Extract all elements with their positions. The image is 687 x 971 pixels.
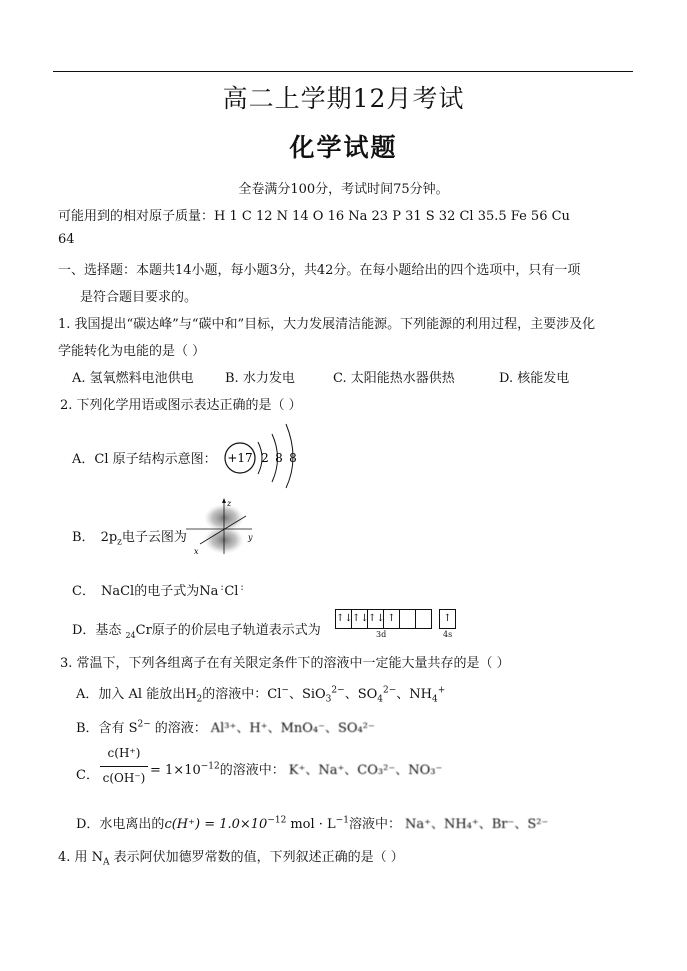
- q2-d-text: 原子的价层电子轨道表示式为: [151, 623, 321, 638]
- orbital-box-3d-4: ↑: [384, 609, 400, 629]
- label-3d: 3d: [376, 630, 387, 639]
- q3-d-expr: c(H⁺) = 1.0×10: [164, 817, 268, 832]
- q4-stem-sub: A: [103, 857, 110, 868]
- q3-b-s: S: [128, 721, 138, 736]
- q1-option-b: B. 水力发电: [225, 371, 295, 386]
- q2-b-text: 电子云图为: [121, 530, 187, 545]
- atomic-masses-line1: 可能用到的相对原子质量：H 1 C 12 N 14 O 16 Na 23 P 31 S 32 Cl 35.5 Fe 56 Cu: [58, 209, 570, 224]
- y-axis-label: y: [248, 533, 253, 542]
- label-4s: 4s: [443, 630, 453, 639]
- q3-d-prefix: D．水电离出的: [76, 817, 165, 832]
- q2-c-na: Na: [199, 584, 219, 599]
- q2-d-elem: Cr: [135, 623, 152, 638]
- q2-option-c: [72, 580, 244, 599]
- q2-option-b: [72, 526, 187, 548]
- q2-b-prefix: B．: [72, 530, 95, 545]
- q2-option-d: [72, 619, 321, 640]
- q3-option-b: [76, 717, 375, 736]
- q2-option-a: A．Cl 原子结构示意图：: [72, 452, 217, 467]
- q3-stem: 3. 常温下，下列各组离子在有关限定条件下的溶液中一定能大量共存的是（ ）: [60, 656, 510, 671]
- orbital-box-3d-6: [416, 609, 432, 629]
- q3-a-ion3-sup: +: [437, 685, 446, 696]
- q4-stem: [58, 846, 404, 868]
- q3-a-ion1: 、SiO: [288, 687, 326, 702]
- q3-option-a: A．加入 Al 能放出$H_2$的溶液中：Cl−、SiO$_3^{2-}$、$SO_4^{2-}$、$NH_4^+$: [76, 685, 446, 705]
- q2-c-prefix: C．: [72, 584, 95, 599]
- orbital-label: 2p: [100, 530, 118, 545]
- q3-a-mid: 的溶液中：Cl: [202, 687, 282, 702]
- exam-title: 高二上学期12月考试: [222, 84, 465, 113]
- q2-d-sub: 24: [125, 630, 136, 640]
- q2-d-prefix: D．基态: [72, 623, 122, 638]
- orbital-box-3d-1: ↑↓: [335, 609, 352, 629]
- q3-c-eq: = 1×10: [150, 763, 201, 778]
- q3-c-exp: −12: [200, 761, 220, 772]
- section1-heading-cont: 是符合题目要求的。: [80, 290, 198, 305]
- q3-a-ion1-sub: 3: [325, 694, 332, 705]
- q3-c-numerator: c(H⁺): [107, 746, 141, 760]
- orbital-box-3d-5: [400, 609, 416, 629]
- electron-cloud-diagram: [180, 496, 260, 560]
- q3-a-ion3: 、NH: [396, 687, 432, 702]
- q3-option-c-prefix: C．: [76, 768, 99, 783]
- q3-d-unit-sup: −1: [335, 815, 349, 826]
- q2-c-formula: NaCl: [100, 584, 135, 599]
- q3-d-ions: Na⁺、NH₄⁺、Br⁻、S²⁻: [404, 817, 549, 832]
- q1-stem: 1. 我国提出“碳达峰”与“碳中和”目标，大力发展清洁能源。下列能源的利用过程，主要涉及化: [58, 317, 596, 332]
- q3-a-ion1-sup: 2−: [331, 685, 345, 696]
- q3-a-prefix: A．加入 Al 能放出: [76, 687, 186, 702]
- atomic-masses-line2: 64: [58, 232, 75, 247]
- q3-c-fraction-bar: [100, 766, 148, 767]
- q3-c-mid: 的溶液中：: [219, 763, 285, 778]
- q3-d-unit: mol · L: [290, 817, 336, 832]
- cl-atom-structure-diagram: [220, 420, 310, 490]
- q3-a-ion2-sup: 2−: [383, 685, 397, 696]
- electron-dot-formula: [218, 582, 244, 599]
- shell-electrons-3: 8: [289, 451, 297, 465]
- x-axis-label: x: [194, 547, 199, 556]
- section1-heading: 一、选择题：本题共14小题，每小题3分，共42分。在每小题给出的四个选项中，只有一项: [58, 263, 581, 278]
- shell-electrons-1: 2: [261, 451, 269, 465]
- q1-stem-cont: 学能转化为电能的是（ ）: [58, 344, 206, 359]
- q1-option-a: A. 氢氧燃料电池供电: [72, 371, 194, 386]
- orbital-sub: z: [117, 537, 122, 548]
- q2-stem: 2. 下列化学用语或图示表达正确的是（ ）: [60, 398, 302, 413]
- q3-d-exp: −12: [267, 815, 287, 826]
- subject-title: 化学试题: [289, 133, 398, 162]
- dots-right: :: [240, 582, 244, 593]
- orbital-box-3d-3: ↑↓: [368, 609, 384, 629]
- shell-electrons-2: 8: [275, 451, 283, 465]
- q3-option-c-rest: [150, 759, 442, 778]
- q1-option-d: D. 核能发电: [499, 371, 570, 386]
- orbital-diagram-3d: [335, 609, 432, 629]
- header-rule: [53, 71, 633, 72]
- q3-a-ion2: 、SO: [344, 687, 378, 702]
- q2-c-cl: Cl: [224, 584, 239, 599]
- dots-left: :: [220, 582, 224, 593]
- exam-info: 全卷满分100分，考试时间75分钟。: [238, 182, 449, 197]
- q3-c-ions: K⁺、Na⁺、CO₃²⁻、NO₃⁻: [288, 763, 443, 778]
- q3-b-mid: 的溶液：: [154, 721, 207, 736]
- q3-a-ion2-sub: 4: [377, 694, 383, 705]
- q2-c-text: 的电子式为: [134, 584, 200, 599]
- q3-a-ion3-sub: 4: [432, 694, 438, 705]
- q4-stem-pre: 4. 用 N: [58, 850, 104, 865]
- q3-a-h: H: [185, 687, 197, 702]
- z-axis-label: z: [227, 499, 232, 508]
- q3-a-h-sub: 2: [196, 694, 203, 705]
- q3-b-prefix: B．含有: [76, 721, 125, 736]
- q3-option-d: [76, 813, 548, 832]
- z-axis-arrow: [222, 498, 226, 503]
- q3-b-ions: Al³⁺、H⁺、MnO₄⁻、SO₄²⁻: [210, 721, 375, 736]
- q4-stem-post: 表示阿伏加德罗常数的值，下列叙述正确的是（ ）: [109, 850, 404, 865]
- q1-option-c: C. 太阳能热水器供热: [333, 371, 455, 386]
- q3-c-denominator: c(OH⁻): [102, 771, 146, 785]
- orbital-box-4s: ↑: [439, 609, 456, 629]
- q3-d-mid: 溶液中：: [348, 817, 401, 832]
- q3-b-s-sup: 2−: [137, 719, 151, 730]
- orbital-box-3d-2: ↑↓: [352, 609, 368, 629]
- nucleus-charge: +17: [227, 451, 253, 465]
